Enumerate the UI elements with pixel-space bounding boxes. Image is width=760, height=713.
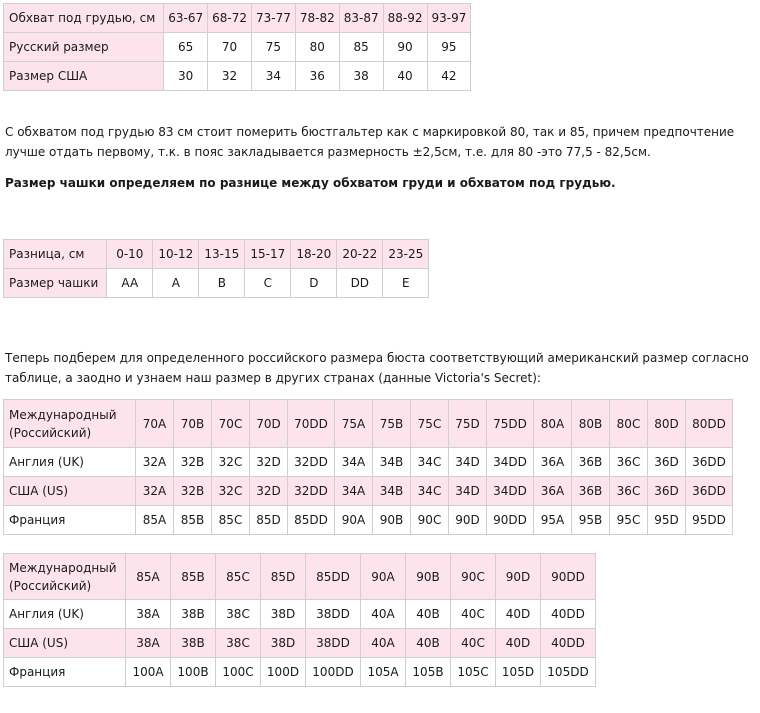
fr-cell: 95DD bbox=[686, 506, 733, 535]
us-cell: 34B bbox=[373, 477, 411, 506]
cup-label: Размер чашки bbox=[4, 269, 107, 298]
intl-cell: 90B bbox=[406, 554, 451, 600]
fr-cell: 105B bbox=[406, 658, 451, 687]
intl-cell: 90D bbox=[496, 554, 541, 600]
usa-size-cell: 34 bbox=[252, 62, 296, 91]
intl-cell: 75DD bbox=[487, 400, 534, 448]
fr-cell: 105D bbox=[496, 658, 541, 687]
uk-cell: 38D bbox=[261, 600, 306, 629]
difference-cell: 23-25 bbox=[383, 240, 429, 269]
fr-cell: 100DD bbox=[306, 658, 361, 687]
difference-cell: 18-20 bbox=[291, 240, 337, 269]
difference-cell: 15-17 bbox=[245, 240, 291, 269]
us-cell: 32D bbox=[250, 477, 288, 506]
fr-cell: 90C bbox=[411, 506, 449, 535]
uk-cell: 40A bbox=[361, 600, 406, 629]
intl-cell: 85B bbox=[171, 554, 216, 600]
uk-cell: 36B bbox=[572, 448, 610, 477]
usa-size-label: Размер США bbox=[4, 62, 164, 91]
intl-size-table-2 bbox=[3, 553, 596, 687]
fr-cell: 95D bbox=[648, 506, 686, 535]
russian-size-cell: 70 bbox=[208, 33, 252, 62]
intl-row bbox=[4, 554, 596, 600]
usa-size-row bbox=[4, 62, 471, 91]
cup-cell: B bbox=[199, 269, 245, 298]
uk-cell: 32DD bbox=[288, 448, 335, 477]
band-size-table bbox=[3, 3, 471, 91]
fr-cell: 105C bbox=[451, 658, 496, 687]
fr-cell: 100B bbox=[171, 658, 216, 687]
intl-cell: 80D bbox=[648, 400, 686, 448]
russian-size-cell: 80 bbox=[295, 33, 339, 62]
uk-row bbox=[4, 448, 733, 477]
usa-size-cell: 40 bbox=[383, 62, 427, 91]
intl-cell: 75C bbox=[411, 400, 449, 448]
intl-cell: 85DD bbox=[306, 554, 361, 600]
fr-cell: 95C bbox=[610, 506, 648, 535]
band-range-cell: 88-92 bbox=[383, 4, 427, 33]
intl-cell: 80DD bbox=[686, 400, 733, 448]
russian-size-label: Русский размер bbox=[4, 33, 164, 62]
uk-row bbox=[4, 600, 596, 629]
difference-row bbox=[4, 240, 429, 269]
intl-cell: 75A bbox=[335, 400, 373, 448]
us-cell: 32B bbox=[174, 477, 212, 506]
band-range-label: Обхват под грудью, см bbox=[4, 4, 164, 33]
cup-heading: Размер чашки определяем по разнице между обхватом груди и обхватом под грудью. bbox=[5, 176, 616, 190]
usa-size-cell: 32 bbox=[208, 62, 252, 91]
band-range-cell: 73-77 bbox=[252, 4, 296, 33]
us-cell: 38D bbox=[261, 629, 306, 658]
intl-row bbox=[4, 400, 733, 448]
uk-cell: 38A bbox=[126, 600, 171, 629]
fr-cell: 90A bbox=[335, 506, 373, 535]
uk-cell: 40DD bbox=[541, 600, 596, 629]
fr-cell: 105DD bbox=[541, 658, 596, 687]
uk-cell: 34B bbox=[373, 448, 411, 477]
cup-size-table bbox=[3, 239, 429, 298]
intl-cell: 80C bbox=[610, 400, 648, 448]
uk-cell: 32C bbox=[212, 448, 250, 477]
us-cell: 38B bbox=[171, 629, 216, 658]
band-range-cell: 78-82 bbox=[295, 4, 339, 33]
intl-cell: 85C bbox=[216, 554, 261, 600]
fr-cell: 95A bbox=[534, 506, 572, 535]
intl-size-table-1 bbox=[3, 399, 733, 535]
us-cell: 36D bbox=[648, 477, 686, 506]
fr-cell: 85B bbox=[174, 506, 212, 535]
uk-cell: 36DD bbox=[686, 448, 733, 477]
intl-cell: 75D bbox=[449, 400, 487, 448]
uk-cell: 34D bbox=[449, 448, 487, 477]
us-cell: 38A bbox=[126, 629, 171, 658]
difference-cell: 13-15 bbox=[199, 240, 245, 269]
us-cell: 40DD bbox=[541, 629, 596, 658]
intl-intro-text: Теперь подберем для определенного российского размера бюста соответствующий американский размер согласно таблице, а заодно и узнаем наш размер в других странах (данные Victoria's Secret): bbox=[5, 351, 749, 385]
us-cell: 36B bbox=[572, 477, 610, 506]
fr-cell: 85A bbox=[136, 506, 174, 535]
fr-cell: 85D bbox=[250, 506, 288, 535]
intl-cell: 90C bbox=[451, 554, 496, 600]
intl-cell: 75B bbox=[373, 400, 411, 448]
fr-row bbox=[4, 658, 596, 687]
uk-cell: 36D bbox=[648, 448, 686, 477]
fr-cell: 95B bbox=[572, 506, 610, 535]
cup-cell: E bbox=[383, 269, 429, 298]
intl-label: Международный (Российский) bbox=[4, 554, 126, 600]
us-cell: 40C bbox=[451, 629, 496, 658]
uk-cell: 32D bbox=[250, 448, 288, 477]
fr-cell: 105A bbox=[361, 658, 406, 687]
uk-cell: 36A bbox=[534, 448, 572, 477]
us-cell: 34D bbox=[449, 477, 487, 506]
us-cell: 34A bbox=[335, 477, 373, 506]
us-cell: 36A bbox=[534, 477, 572, 506]
band-range-cell: 63-67 bbox=[164, 4, 208, 33]
usa-size-cell: 30 bbox=[164, 62, 208, 91]
intl-cell: 70DD bbox=[288, 400, 335, 448]
russian-size-cell: 90 bbox=[383, 33, 427, 62]
us-cell: 32A bbox=[136, 477, 174, 506]
usa-size-cell: 38 bbox=[339, 62, 383, 91]
us-row bbox=[4, 629, 596, 658]
intl-label: Международный (Российский) bbox=[4, 400, 136, 448]
us-cell: 32DD bbox=[288, 477, 335, 506]
cup-cell: A bbox=[153, 269, 199, 298]
fr-cell: 100C bbox=[216, 658, 261, 687]
band-range-cell: 68-72 bbox=[208, 4, 252, 33]
cup-row bbox=[4, 269, 429, 298]
uk-cell: 34A bbox=[335, 448, 373, 477]
intl-cell: 80B bbox=[572, 400, 610, 448]
intl-cell: 70D bbox=[250, 400, 288, 448]
fr-cell: 90B bbox=[373, 506, 411, 535]
us-cell: 34DD bbox=[487, 477, 534, 506]
russian-size-cell: 95 bbox=[427, 33, 471, 62]
us-cell: 38C bbox=[216, 629, 261, 658]
uk-cell: 34C bbox=[411, 448, 449, 477]
us-cell: 32C bbox=[212, 477, 250, 506]
us-row bbox=[4, 477, 733, 506]
us-label: США (US) bbox=[4, 477, 136, 506]
us-cell: 34C bbox=[411, 477, 449, 506]
band-range-cell: 93-97 bbox=[427, 4, 471, 33]
us-cell: 38DD bbox=[306, 629, 361, 658]
cup-cell: AA bbox=[107, 269, 153, 298]
us-label: США (US) bbox=[4, 629, 126, 658]
uk-cell: 34DD bbox=[487, 448, 534, 477]
fr-cell: 85C bbox=[212, 506, 250, 535]
us-cell: 40B bbox=[406, 629, 451, 658]
us-cell: 40A bbox=[361, 629, 406, 658]
intl-cell: 90A bbox=[361, 554, 406, 600]
uk-cell: 38B bbox=[171, 600, 216, 629]
russian-size-row bbox=[4, 33, 471, 62]
usa-size-cell: 42 bbox=[427, 62, 471, 91]
fr-cell: 90D bbox=[449, 506, 487, 535]
fr-cell: 100D bbox=[261, 658, 306, 687]
fr-row bbox=[4, 506, 733, 535]
fr-cell: 100A bbox=[126, 658, 171, 687]
uk-cell: 36C bbox=[610, 448, 648, 477]
fr-label: Франция bbox=[4, 658, 126, 687]
intl-cell: 85D bbox=[261, 554, 306, 600]
usa-size-cell: 36 bbox=[295, 62, 339, 91]
cup-cell: D bbox=[291, 269, 337, 298]
difference-cell: 10-12 bbox=[153, 240, 199, 269]
difference-label: Разница, см bbox=[4, 240, 107, 269]
intl-cell: 70B bbox=[174, 400, 212, 448]
difference-cell: 20-22 bbox=[337, 240, 383, 269]
uk-cell: 40C bbox=[451, 600, 496, 629]
band-range-row bbox=[4, 4, 471, 33]
us-cell: 40D bbox=[496, 629, 541, 658]
intl-cell: 70C bbox=[212, 400, 250, 448]
fr-cell: 90DD bbox=[487, 506, 534, 535]
intl-cell: 70A bbox=[136, 400, 174, 448]
difference-cell: 0-10 bbox=[107, 240, 153, 269]
uk-cell: 32B bbox=[174, 448, 212, 477]
uk-cell: 38DD bbox=[306, 600, 361, 629]
uk-label: Англия (UK) bbox=[4, 448, 136, 477]
uk-cell: 40B bbox=[406, 600, 451, 629]
russian-size-cell: 75 bbox=[252, 33, 296, 62]
intl-cell: 90DD bbox=[541, 554, 596, 600]
us-cell: 36C bbox=[610, 477, 648, 506]
fr-cell: 85DD bbox=[288, 506, 335, 535]
us-cell: 36DD bbox=[686, 477, 733, 506]
uk-cell: 38C bbox=[216, 600, 261, 629]
band-range-cell: 83-87 bbox=[339, 4, 383, 33]
russian-size-cell: 85 bbox=[339, 33, 383, 62]
intl-cell: 85A bbox=[126, 554, 171, 600]
cup-cell: DD bbox=[337, 269, 383, 298]
russian-size-cell: 65 bbox=[164, 33, 208, 62]
band-explanation-text: С обхватом под грудью 83 см стоит померить бюстгальтер как с маркировкой 80, так и 85, причем предпочтение лучше отдать первому, т.к. в пояс закладывается размерность ±2,5см, т.е. для 80 -это 77,5 - 82,5см. bbox=[5, 125, 735, 159]
uk-cell: 40D bbox=[496, 600, 541, 629]
intl-cell: 80A bbox=[534, 400, 572, 448]
fr-label: Франция bbox=[4, 506, 136, 535]
uk-cell: 32A bbox=[136, 448, 174, 477]
uk-label: Англия (UK) bbox=[4, 600, 126, 629]
cup-cell: C bbox=[245, 269, 291, 298]
